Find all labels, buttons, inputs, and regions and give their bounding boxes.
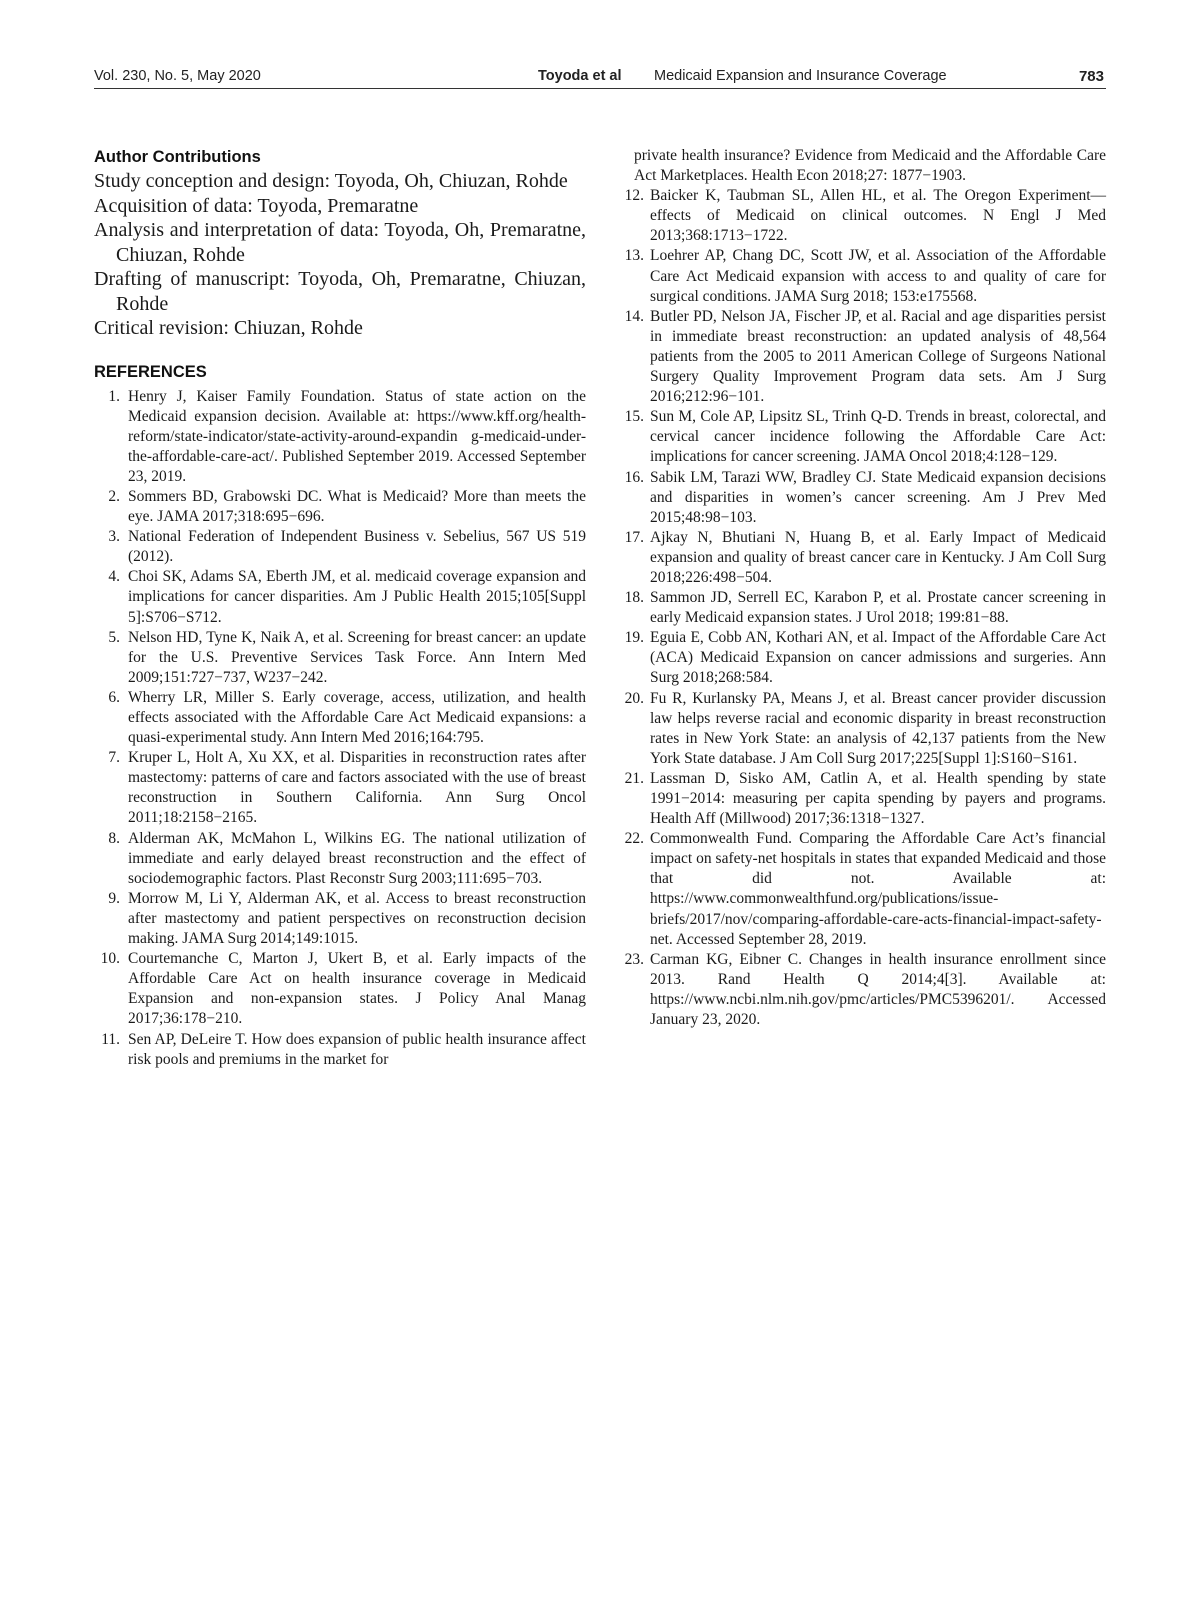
reference-item: [94, 487, 586, 527]
reference-item: [614, 407, 1106, 467]
reference-number: 20.: [624, 689, 644, 707]
reference-item: [614, 246, 1106, 306]
running-authors: Toyoda et al: [538, 68, 622, 84]
reference-number: 7.: [108, 749, 120, 767]
reference-number: 11.: [101, 1030, 120, 1048]
reference-text: Ajkay N, Bhutiani N, Huang B, et al. Early Impact of Medicaid expansion and quality of breast cancer care in Kentucky. J Am Coll Surg 2018;226:498−504.: [650, 528, 1106, 586]
reference-text: Sammon JD, Serrell EC, Karabon P, et al. Prostate cancer screening in early Medicaid expansion states. J Urol 2018; 199:81−88.: [650, 589, 1106, 627]
reference-number: 15.: [624, 408, 644, 426]
reference-text: Wherry LR, Miller S. Early coverage, access, utilization, and health effects associated with the Affordable Care Act Medicaid expansions: a quasi-experimental study. Ann Intern Med 2016;164:795.: [128, 688, 586, 747]
contributions-heading: Author Contributions: [94, 148, 261, 166]
reference-text: Baicker K, Taubman SL, Allen HL, et al. The Oregon Experiment—effects of Medicaid on clinical outcomes. N Engl J Med 2013;368:1713−1722.: [650, 187, 1106, 245]
reference-text: Carman KG, Eibner C. Changes in health insurance enrollment since 2013. Rand Health Q 2014;4[3]. Available at: https://www.ncbi.nlm.nih.gov/pmc/articles/PMC5396201/. Accessed January 23, 2020.: [650, 950, 1106, 1029]
contribution-item: Drafting of manuscript: Toyoda, Oh, Premaratne, Chiuzan, Rohde: [94, 268, 586, 315]
reference-text: Choi SK, Adams SA, Eberth JM, et al. medicaid coverage expansion and implications for cancer disparities. Am J Public Health 2015;105[Suppl 5]:S706−S712.: [128, 568, 586, 626]
reference-item: [614, 950, 1106, 1030]
reference-text: Butler PD, Nelson JA, Fischer JP, et al. Racial and age disparities persist in immediate breast reconstruction: an updated analysis of 48,564 patients from the 2005 to 2011 American College of Surgeons National Surgery Quality Improvement Program data sets. Am J Surg 2016;212:96−101.: [650, 307, 1106, 406]
reference-item: [94, 829, 586, 889]
reference-text: Kruper L, Holt A, Xu XX, et al. Disparities in reconstruction rates after mastectomy: patterns of care and factors associated with the use of breast reconstruction in Southern California. Ann Surg Oncol 2011;18:2158−2165.: [128, 749, 586, 827]
reference-item: [614, 186, 1106, 246]
reference-item: [614, 628, 1106, 688]
reference-item: [614, 307, 1106, 407]
reference-number: 1.: [108, 387, 120, 405]
reference-text: Alderman AK, McMahon L, Wilkins EG. The national utilization of immediate and early delayed breast reconstruction and the effect of sociodemographic factors. Plast Reconstr Surg 2003;111:695−703.: [128, 829, 586, 887]
reference-number: 4.: [108, 568, 120, 586]
reference-text: Sen AP, DeLeire T. How does expansion of public health insurance affect risk pools and premiums in the market for: [128, 1030, 586, 1068]
reference-item: [614, 588, 1106, 628]
reference-number: 14.: [624, 307, 644, 325]
running-title: Medicaid Expansion and Insurance Coverage: [654, 68, 947, 84]
left-column: [94, 148, 586, 1070]
reference-item: [94, 527, 586, 567]
reference-item: [94, 949, 586, 1029]
reference-item: [94, 628, 586, 688]
reference-item: [94, 1030, 586, 1070]
journal-volume: Vol. 230, No. 5, May 2020: [94, 68, 261, 84]
reference-number: 3.: [108, 528, 120, 546]
reference-number: 22.: [624, 830, 644, 848]
reference-number: 2.: [108, 487, 120, 505]
reference-text: Nelson HD, Tyne K, Naik A, et al. Screening for breast cancer: an update for the U.S. Preventive Services Task Force. Ann Intern Med 2009;151:727−737, W237−242.: [128, 628, 586, 686]
reference-number: 8.: [108, 829, 120, 847]
reference-text: Sommers BD, Grabowski DC. What is Medicaid? More than meets the eye. JAMA 2017;318:695−696.: [128, 487, 586, 526]
references-list-right: [614, 186, 1106, 1030]
reference-number: 13.: [624, 247, 644, 265]
reference-item: [94, 889, 586, 949]
reference-number: 10.: [100, 950, 120, 968]
reference-number: 16.: [624, 468, 644, 486]
references-heading: REFERENCES: [94, 362, 207, 381]
reference-number: 18.: [624, 589, 644, 607]
reference-number: 19.: [624, 629, 644, 647]
reference-item: [94, 387, 586, 487]
reference-item: [614, 468, 1106, 528]
reference-text: Eguia E, Cobb AN, Kothari AN, et al. Impact of the Affordable Care Act (ACA) Medicaid Expansion on cancer admissions and surgeries. Ann Surg 2018;268:584.: [650, 629, 1106, 687]
reference-item: [94, 567, 586, 627]
reference-continuation: private health insurance? Evidence from Medicaid and the Affordable Care Act Marketplaces. Health Econ 2018;27: 1877−1903.: [634, 147, 1106, 185]
reference-number: 6.: [108, 688, 120, 706]
right-column: [614, 148, 1106, 1030]
reference-text: Henry J, Kaiser Family Foundation. Status of state action on the Medicaid expansion decision. Available at: https://www.kff.org/health-reform/state-indicator/state-activity-around-expandin g-medicaid-under-the-affordable-care-act/. Published September 2019. Accessed September 23, 2019.: [128, 387, 586, 485]
reference-text: Loehrer AP, Chang DC, Scott JW, et al. Association of the Affordable Care Act Medicaid expansion with access to and quality of care for surgical conditions. JAMA Surg 2018; 153:e175568.: [650, 247, 1106, 305]
running-header: [94, 66, 1106, 89]
reference-text: Morrow M, Li Y, Alderman AK, et al. Access to breast reconstruction after mastectomy and patient perspectives on reconstruction decision making. JAMA Surg 2014;149:1015.: [128, 889, 586, 948]
reference-number: 23.: [624, 950, 644, 968]
reference-text: National Federation of Independent Business v. Sebelius, 567 US 519 (2012).: [128, 528, 586, 566]
reference-item: [94, 688, 586, 748]
page-number: 783: [1078, 68, 1104, 85]
contribution-item: Analysis and interpretation of data: Toyoda, Oh, Premaratne, Chiuzan, Rohde: [94, 219, 586, 266]
reference-text: Sabik LM, Tarazi WW, Bradley CJ. State Medicaid expansion decisions and disparities in women’s cancer screening. Am J Prev Med 2015;48:98−103.: [650, 468, 1106, 526]
reference-number: 5.: [108, 628, 120, 646]
contributions-list: [94, 169, 586, 341]
reference-text: Sun M, Cole AP, Lipsitz SL, Trinh Q-D. Trends in breast, colorectal, and cervical cancer incidence following the Affordable Care Act: implications for cancer screening. JAMA Oncol 2018;4:128−129.: [650, 408, 1106, 466]
contribution-item: Acquisition of data: Toyoda, Premaratne: [94, 194, 419, 217]
reference-item: [614, 528, 1106, 588]
reference-text: Courtemanche C, Marton J, Ukert B, et al. Early impacts of the Affordable Care Act on health insurance coverage in Medicaid Expansion and non-expansion states. J Policy Anal Manag 2017;36:178−210.: [128, 950, 586, 1028]
reference-text: Fu R, Kurlansky PA, Means J, et al. Breast cancer provider discussion law helps reverse racial and economic disparity in breast reconstruction rates in New York State: an analysis of 42,137 patients from the New York State database. J Am Coll Surg 2017;225[Suppl 1]:S160−S161.: [650, 689, 1106, 767]
reference-text: Lassman D, Sisko AM, Catlin A, et al. Health spending by state 1991−2014: measuring per capita spending by payers and programs. Health Aff (Millwood) 2017;36:1318−1327.: [650, 769, 1106, 828]
reference-number: 21.: [624, 769, 644, 787]
reference-number: 9.: [108, 889, 120, 907]
reference-item: [614, 829, 1106, 950]
reference-text: Commonwealth Fund. Comparing the Affordable Care Act’s financial impact on safety-net hospitals in states that expanded Medicaid and those that did not. Available at: https://www.commonwealthfund.org/publications/issue-briefs/2017/nov/comparing-affordable-care-acts-financial-impact-safety-net. Accessed September 28, 2019.: [650, 830, 1106, 948]
reference-item: [614, 689, 1106, 769]
reference-item: [614, 769, 1106, 829]
contribution-item: Critical revision: Chiuzan, Rohde: [94, 317, 363, 339]
reference-number: 17.: [624, 528, 644, 546]
references-list-left: [94, 387, 586, 1070]
reference-item: [94, 748, 586, 828]
contribution-item: Study conception and design: Toyoda, Oh, Chiuzan, Rohde: [94, 170, 568, 192]
reference-number: 12.: [624, 187, 644, 205]
